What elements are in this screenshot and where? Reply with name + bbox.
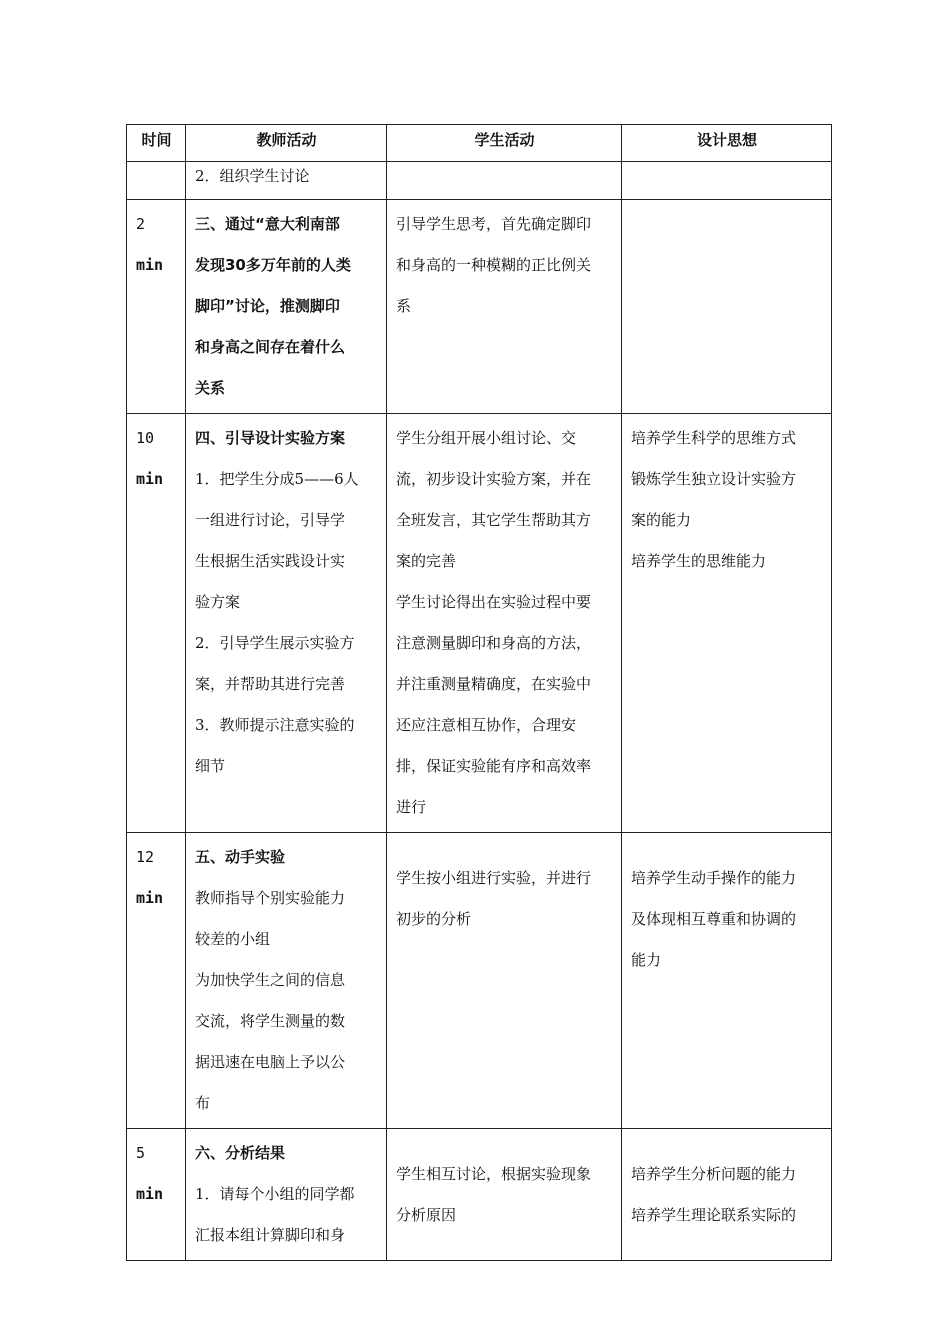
- header-time: 时间: [127, 125, 186, 162]
- teacher-activity-cell: [186, 833, 387, 1129]
- teacher-line: 1．把学生分成5——6人: [195, 470, 359, 488]
- lesson-plan-table: [126, 124, 832, 1261]
- teacher-line: 1．请每个小组的同学都: [195, 1185, 355, 1203]
- design-idea-cell: [622, 1129, 832, 1261]
- student-line: 学生相互讨论，根据实验现象: [396, 1165, 592, 1183]
- teacher-activity-cell: [186, 414, 387, 833]
- teacher-line: 验方案: [195, 593, 241, 611]
- time-cell: [127, 414, 186, 833]
- header-row: [127, 125, 832, 162]
- teacher-heading-line: 关系: [195, 379, 226, 397]
- time-cell: [127, 833, 186, 1129]
- student-activity-cell: [387, 200, 622, 414]
- table-row: [127, 200, 832, 414]
- student-activity-cell: [387, 414, 622, 833]
- student-line: 分析原因: [396, 1206, 457, 1224]
- student-line: 学生讨论得出在实验过程中要: [396, 593, 592, 611]
- time-value: 10: [136, 429, 155, 447]
- teacher-line: 案，并帮助其进行完善: [195, 675, 346, 693]
- student-line: 学生按小组进行实验，并进行: [396, 869, 592, 887]
- design-line: 培养学生分析问题的能力: [631, 1165, 797, 1183]
- teacher-heading-line: 三、通过“意大利南部: [195, 215, 340, 233]
- time-cell: [127, 1129, 186, 1261]
- teacher-heading-line: 六、分析结果: [195, 1144, 286, 1162]
- time-cell: [127, 200, 186, 414]
- student-line: 学生分组开展小组讨论、交: [396, 429, 577, 447]
- student-line: 系: [396, 297, 412, 315]
- student-line: 初步的分析: [396, 910, 472, 928]
- time-value: 12: [136, 848, 155, 866]
- teacher-line: 据迅速在电脑上予以公: [195, 1053, 346, 1071]
- teacher-line: 较差的小组: [195, 930, 271, 948]
- teacher-line: 汇报本组计算脚印和身: [195, 1226, 346, 1244]
- teacher-line: 布: [195, 1094, 211, 1112]
- time-cell: [127, 162, 186, 200]
- teacher-activity-cell: [186, 200, 387, 414]
- student-line: 全班发言，其它学生帮助其方: [396, 511, 592, 529]
- table-row: [127, 833, 832, 1129]
- design-line: 培养学生科学的思维方式: [631, 429, 797, 447]
- spacer: [631, 837, 823, 858]
- student-line: 流，初步设计实验方案，并在: [396, 470, 592, 488]
- time-value: 5: [136, 1144, 146, 1162]
- table-row: [127, 414, 832, 833]
- teacher-line: 生根据生活实践设计实: [195, 552, 346, 570]
- design-idea-cell: [622, 200, 832, 414]
- spacer: [631, 1133, 823, 1154]
- header-teacher-activity: 教师活动: [186, 125, 387, 162]
- design-line: 锻炼学生独立设计实验方: [631, 470, 797, 488]
- time-unit: min: [136, 470, 164, 488]
- student-activity-cell: [387, 833, 622, 1129]
- teacher-heading-line: 发现30多万年前的人类: [195, 256, 351, 274]
- student-line: 引导学生思考，首先确定脚印: [396, 215, 592, 233]
- student-activity-cell: [387, 162, 622, 200]
- student-line: 排，保证实验能有序和高效率: [396, 757, 592, 775]
- student-line: 还应注意相互协作，合理安: [396, 716, 577, 734]
- student-line: 案的完善: [396, 552, 457, 570]
- spacer: [396, 1133, 613, 1154]
- teacher-heading-line: 五、动手实验: [195, 848, 286, 866]
- teacher-heading-line: 脚印”讨论，推测脚印: [195, 297, 340, 315]
- student-line: 进行: [396, 798, 427, 816]
- design-line: 培养学生的思维能力: [631, 552, 767, 570]
- spacer: [396, 837, 613, 858]
- student-line: 注意测量脚印和身高的方法，: [396, 634, 592, 652]
- time-value: 2: [136, 215, 146, 233]
- teacher-line: 为加快学生之间的信息: [195, 971, 346, 989]
- teacher-heading-line: 四、引导设计实验方案: [195, 429, 346, 447]
- teacher-line: 2．组织学生讨论: [195, 167, 310, 185]
- student-activity-cell: [387, 1129, 622, 1261]
- design-line: 培养学生理论联系实际的: [631, 1206, 797, 1224]
- design-idea-cell: [622, 833, 832, 1129]
- teacher-activity-cell: [186, 162, 387, 200]
- teacher-line: 交流，将学生测量的数: [195, 1012, 346, 1030]
- time-unit: min: [136, 256, 164, 274]
- table-row: [127, 162, 832, 200]
- table-row: [127, 1129, 832, 1261]
- time-unit: min: [136, 1185, 164, 1203]
- teacher-line: 一组进行讨论，引导学: [195, 511, 346, 529]
- design-line: 培养学生动手操作的能力: [631, 869, 797, 887]
- design-idea-cell: [622, 414, 832, 833]
- teacher-activity-cell: [186, 1129, 387, 1261]
- header-student-activity: 学生活动: [387, 125, 622, 162]
- design-line: 能力: [631, 951, 662, 969]
- student-line: 并注重测量精确度，在实验中: [396, 675, 592, 693]
- header-design-idea: 设计思想: [622, 125, 832, 162]
- design-idea-cell: [622, 162, 832, 200]
- design-line: 案的能力: [631, 511, 692, 529]
- design-line: 及体现相互尊重和协调的: [631, 910, 797, 928]
- teacher-heading-line: 和身高之间存在着什么: [195, 338, 346, 356]
- student-line: 和身高的一种模糊的正比例关: [396, 256, 592, 274]
- teacher-line: 细节: [195, 757, 226, 775]
- time-unit: min: [136, 889, 164, 907]
- teacher-line: 教师指导个别实验能力: [195, 889, 346, 907]
- teacher-line: 2．引导学生展示实验方: [195, 634, 355, 652]
- teacher-line: 3．教师提示注意实验的: [195, 716, 355, 734]
